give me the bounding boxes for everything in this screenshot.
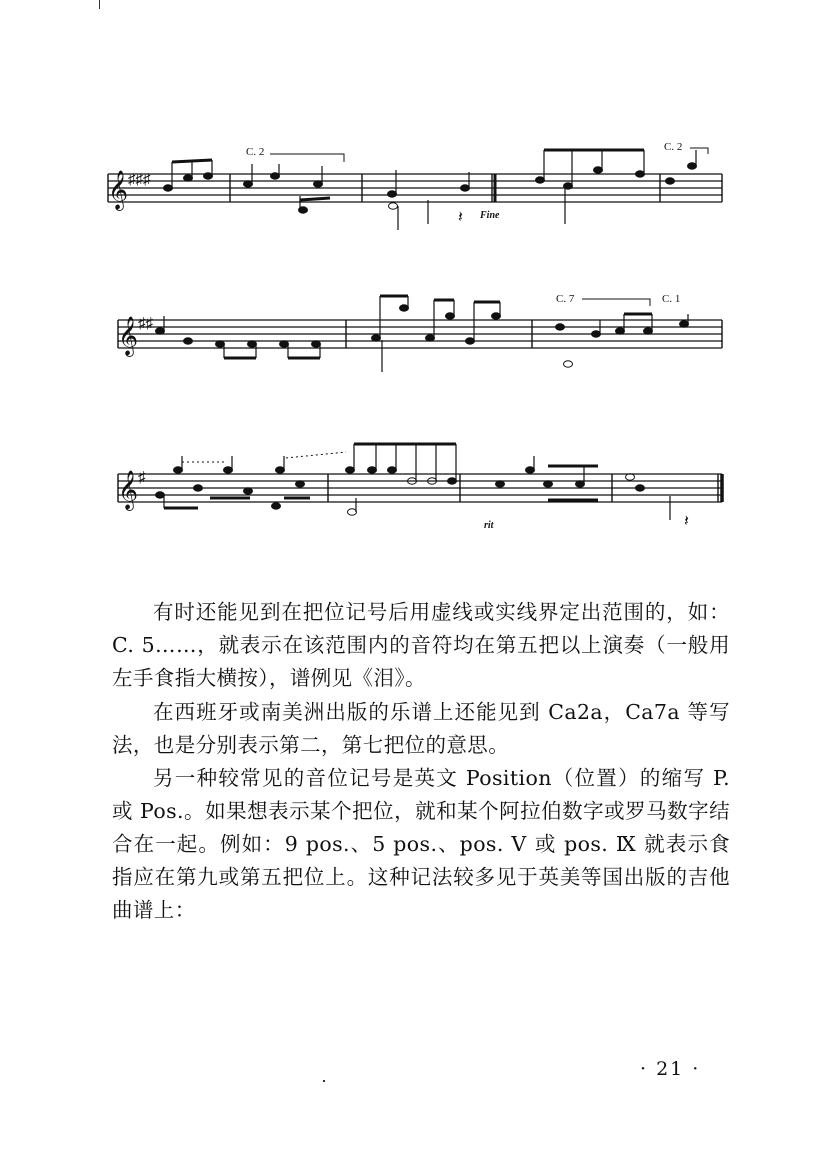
page-number: · 21 · — [640, 1058, 701, 1080]
beams-3 — [164, 444, 598, 508]
staff-system-2 — [118, 320, 722, 348]
slurs-3 — [182, 452, 346, 462]
rest-3: 𝄽 — [684, 513, 689, 530]
barre-c1: C. 1 — [662, 293, 681, 305]
beams-1 — [172, 150, 644, 200]
treble-clef: 𝄞 — [108, 172, 129, 209]
rit-marking: rit — [484, 520, 494, 531]
staff-system-3 — [118, 474, 722, 502]
key-signature: ♯♯♯ — [128, 172, 151, 188]
paragraph-3: 另一种较常见的音位记号是英文 Position（位置）的缩写 P. 或 Pos.。如果想表示某个把位，就和某个阿拉伯数字或罗马数字结合在一起。例如：9 pos.、5 pos.、pos. Ⅴ 或 pos. Ⅸ 就表示食指应在第九或第五把位上。这种记法较多见于英美等国出版的吉他曲谱上： — [112, 766, 730, 922]
stems-1 — [172, 150, 696, 230]
barre-c7: C. 7 — [556, 293, 575, 305]
fine-marking: Fine — [480, 210, 500, 221]
barre-c2-second: C. 2 — [664, 141, 683, 153]
treble-clef: 𝄞 — [118, 472, 139, 509]
rest-1: 𝄽 — [458, 209, 463, 226]
paragraph-1: 有时还能见到在把位记号后用虚线或实线界定出范围的，如：C. 5……，就表示在该范围内的音符均在第五把以上演奏（一般用左手食指大横按），谱例见《泪》。 — [112, 600, 730, 690]
key-signature: ♯♯ — [138, 316, 153, 332]
scan-speck — [323, 1080, 325, 1082]
paragraph-2: 在西班牙或南美洲出版的乐谱上还能见到 Ca2a，Ca7a 等写法，也是分别表示第二，第七把位的意思。 — [112, 700, 730, 757]
treble-clef: 𝄞 — [118, 318, 139, 355]
stems-3 — [164, 444, 670, 520]
barre-c2-first: C. 2 — [246, 146, 265, 158]
barre-lines-2 — [582, 299, 650, 306]
key-signature: ♯ — [138, 470, 146, 486]
staff-system-1 — [108, 174, 722, 202]
music-score — [0, 0, 824, 560]
